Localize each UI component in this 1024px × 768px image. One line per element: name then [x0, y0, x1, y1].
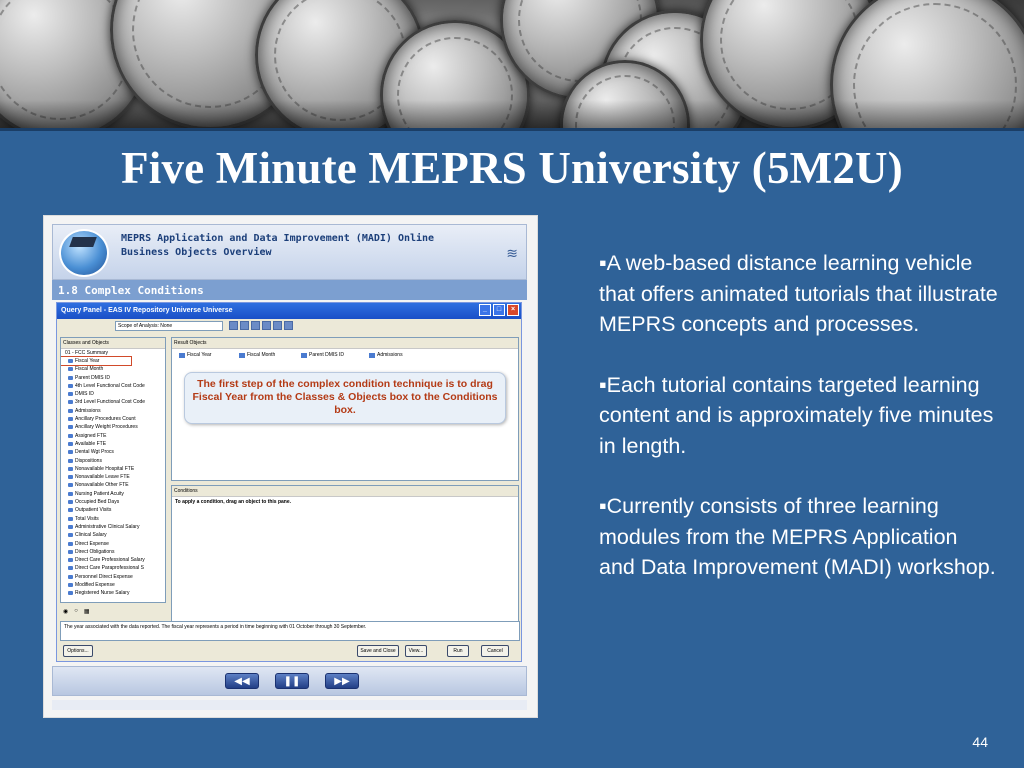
- toolbar-icon[interactable]: [262, 321, 271, 330]
- tree-folder[interactable]: 01 - FCC Summary: [65, 350, 109, 356]
- screenshot-footer: [52, 700, 527, 710]
- tree-item[interactable]: Personnel Direct Expense: [61, 573, 165, 581]
- minimize-icon[interactable]: _: [479, 304, 491, 316]
- radio-icon[interactable]: ○: [74, 608, 78, 614]
- tree-item[interactable]: Nonavailable Leave FTE: [61, 473, 165, 481]
- slide-title: Five Minute MEPRS University (5M2U): [121, 143, 903, 193]
- page-number: 44: [972, 734, 988, 750]
- tree-item[interactable]: Dispositions: [61, 457, 165, 465]
- tree-item[interactable]: Ancillary Procedures Count: [61, 415, 165, 423]
- menu-icon[interactable]: ≋: [506, 245, 518, 261]
- toolbar-icon[interactable]: [240, 321, 249, 330]
- toolbar-icon[interactable]: [229, 321, 238, 330]
- tree-item[interactable]: Direct Care Paraprofessional S: [61, 564, 165, 572]
- tree-item[interactable]: Admissions: [61, 407, 165, 415]
- rewind-button[interactable]: ◀◀: [225, 673, 259, 689]
- conditions-header: Conditions: [172, 486, 518, 497]
- dialog-button-row: [57, 645, 521, 659]
- view-radio-group[interactable]: [63, 608, 90, 615]
- query-panel-window: [56, 302, 522, 662]
- tree-item[interactable]: Parent DMIS ID: [61, 374, 165, 382]
- tree-item[interactable]: Nonavailable Hospital FTE: [61, 465, 165, 473]
- tree-item[interactable]: Modified Expense: [61, 581, 165, 589]
- tree-item[interactable]: Direct Care Professional Salary: [61, 556, 165, 564]
- result-object-chip[interactable]: Parent DMIS ID: [300, 352, 344, 358]
- graduate-logo-icon: [59, 229, 109, 277]
- madi-module-title: Business Objects Overview: [121, 247, 272, 258]
- coins-banner-image: [0, 0, 1024, 130]
- tree-item[interactable]: Administrative Clinical Salary: [61, 523, 165, 531]
- tree-item[interactable]: Ancillary Weight Procedures: [61, 423, 165, 431]
- view-button[interactable]: View...: [405, 645, 427, 657]
- pause-button[interactable]: ❚❚: [275, 673, 309, 689]
- tree-item[interactable]: Assigned FTE: [61, 432, 165, 440]
- tree-item[interactable]: Nonavailable Other FTE: [61, 481, 165, 489]
- result-object-chip[interactable]: Admissions: [368, 352, 403, 358]
- radio-icon[interactable]: ◉: [63, 609, 69, 615]
- tree-item[interactable]: Clinical Salary: [61, 531, 165, 539]
- tree-item[interactable]: Outpatient Visits: [61, 506, 165, 514]
- cancel-button[interactable]: Cancel: [481, 645, 509, 657]
- maximize-icon[interactable]: □: [493, 304, 505, 316]
- save-close-button[interactable]: Save and Close: [357, 645, 399, 657]
- tree-item[interactable]: Total Visits: [61, 515, 165, 523]
- madi-app-title: MEPRS Application and Data Improvement (MADI) Online: [121, 233, 435, 244]
- query-toolbar: [57, 319, 521, 333]
- bullet-item: ▪Currently consists of three learning modules from the MEPRS Application and Data Improvement (MADI) workshop.: [599, 494, 996, 579]
- tree-header: Classes and Objects: [61, 338, 165, 349]
- bullet-list: [599, 248, 999, 613]
- tree-item[interactable]: Direct Expense: [61, 540, 165, 548]
- conditions-hint: To apply a condition, drag an object to this pane.: [175, 499, 292, 505]
- result-objects-pane[interactable]: [171, 337, 519, 481]
- bullet-item: ▪Each tutorial contains targeted learning content and is approximately five minutes in length.: [599, 372, 994, 458]
- banner-divider: [0, 128, 1024, 131]
- tree-item[interactable]: Fiscal Year: [61, 357, 131, 365]
- run-button[interactable]: Run: [447, 645, 469, 657]
- bullet-item: ▪A web-based distance learning vehicle that offers animated tutorials that illustrate MEPRS concepts and processes.: [599, 251, 998, 336]
- conditions-pane[interactable]: [171, 485, 519, 635]
- toolbar-icon[interactable]: [273, 321, 282, 330]
- tree-item[interactable]: Nursing Patient Acuity: [61, 490, 165, 498]
- close-icon[interactable]: ×: [507, 304, 519, 316]
- query-panel-title: Query Panel - EAS IV Repository Universe Universe: [61, 307, 233, 314]
- result-object-chip[interactable]: Fiscal Month: [238, 352, 275, 358]
- tree-item[interactable]: Dental Wgt Procs: [61, 448, 165, 456]
- madi-header: [52, 224, 527, 280]
- tree-item[interactable]: Registered Nurse Salary: [61, 589, 165, 597]
- tree-item[interactable]: 3rd Level Functional Cost Code: [61, 398, 165, 406]
- forward-button[interactable]: ▶▶: [325, 673, 359, 689]
- tutorial-screenshot: [43, 215, 538, 718]
- scope-select[interactable]: Scope of Analysis: None: [115, 321, 223, 331]
- filter-icon[interactable]: ▦: [83, 609, 90, 615]
- query-panel-titlebar: [57, 303, 521, 319]
- result-objects-header: Result Objects: [172, 338, 518, 349]
- tutorial-callout: The first step of the complex condition technique is to drag Fiscal Year from the Classes & Objects box to the Conditions box.: [184, 372, 506, 424]
- result-object-chip[interactable]: Fiscal Year: [178, 352, 211, 358]
- tutorial-player-controls: [52, 666, 527, 696]
- section-title: 1.8 Complex Conditions: [52, 280, 527, 300]
- tree-item[interactable]: Fiscal Month: [61, 365, 165, 373]
- tree-item[interactable]: 4th Level Functional Cost Code: [61, 382, 165, 390]
- toolbar-icon[interactable]: [284, 321, 293, 330]
- tree-item[interactable]: Direct Obligations: [61, 548, 165, 556]
- tree-item[interactable]: Occupied Bed Days: [61, 498, 165, 506]
- classes-objects-tree: [60, 337, 166, 603]
- options-button[interactable]: Options...: [63, 645, 93, 657]
- toolbar-icon[interactable]: [251, 321, 260, 330]
- tree-item[interactable]: DMIS ID: [61, 390, 165, 398]
- help-text: The year associated with the data reported. The fiscal year represents a period in time beginning with 01 October through 30 September.: [60, 621, 520, 641]
- tree-item[interactable]: Available FTE: [61, 440, 165, 448]
